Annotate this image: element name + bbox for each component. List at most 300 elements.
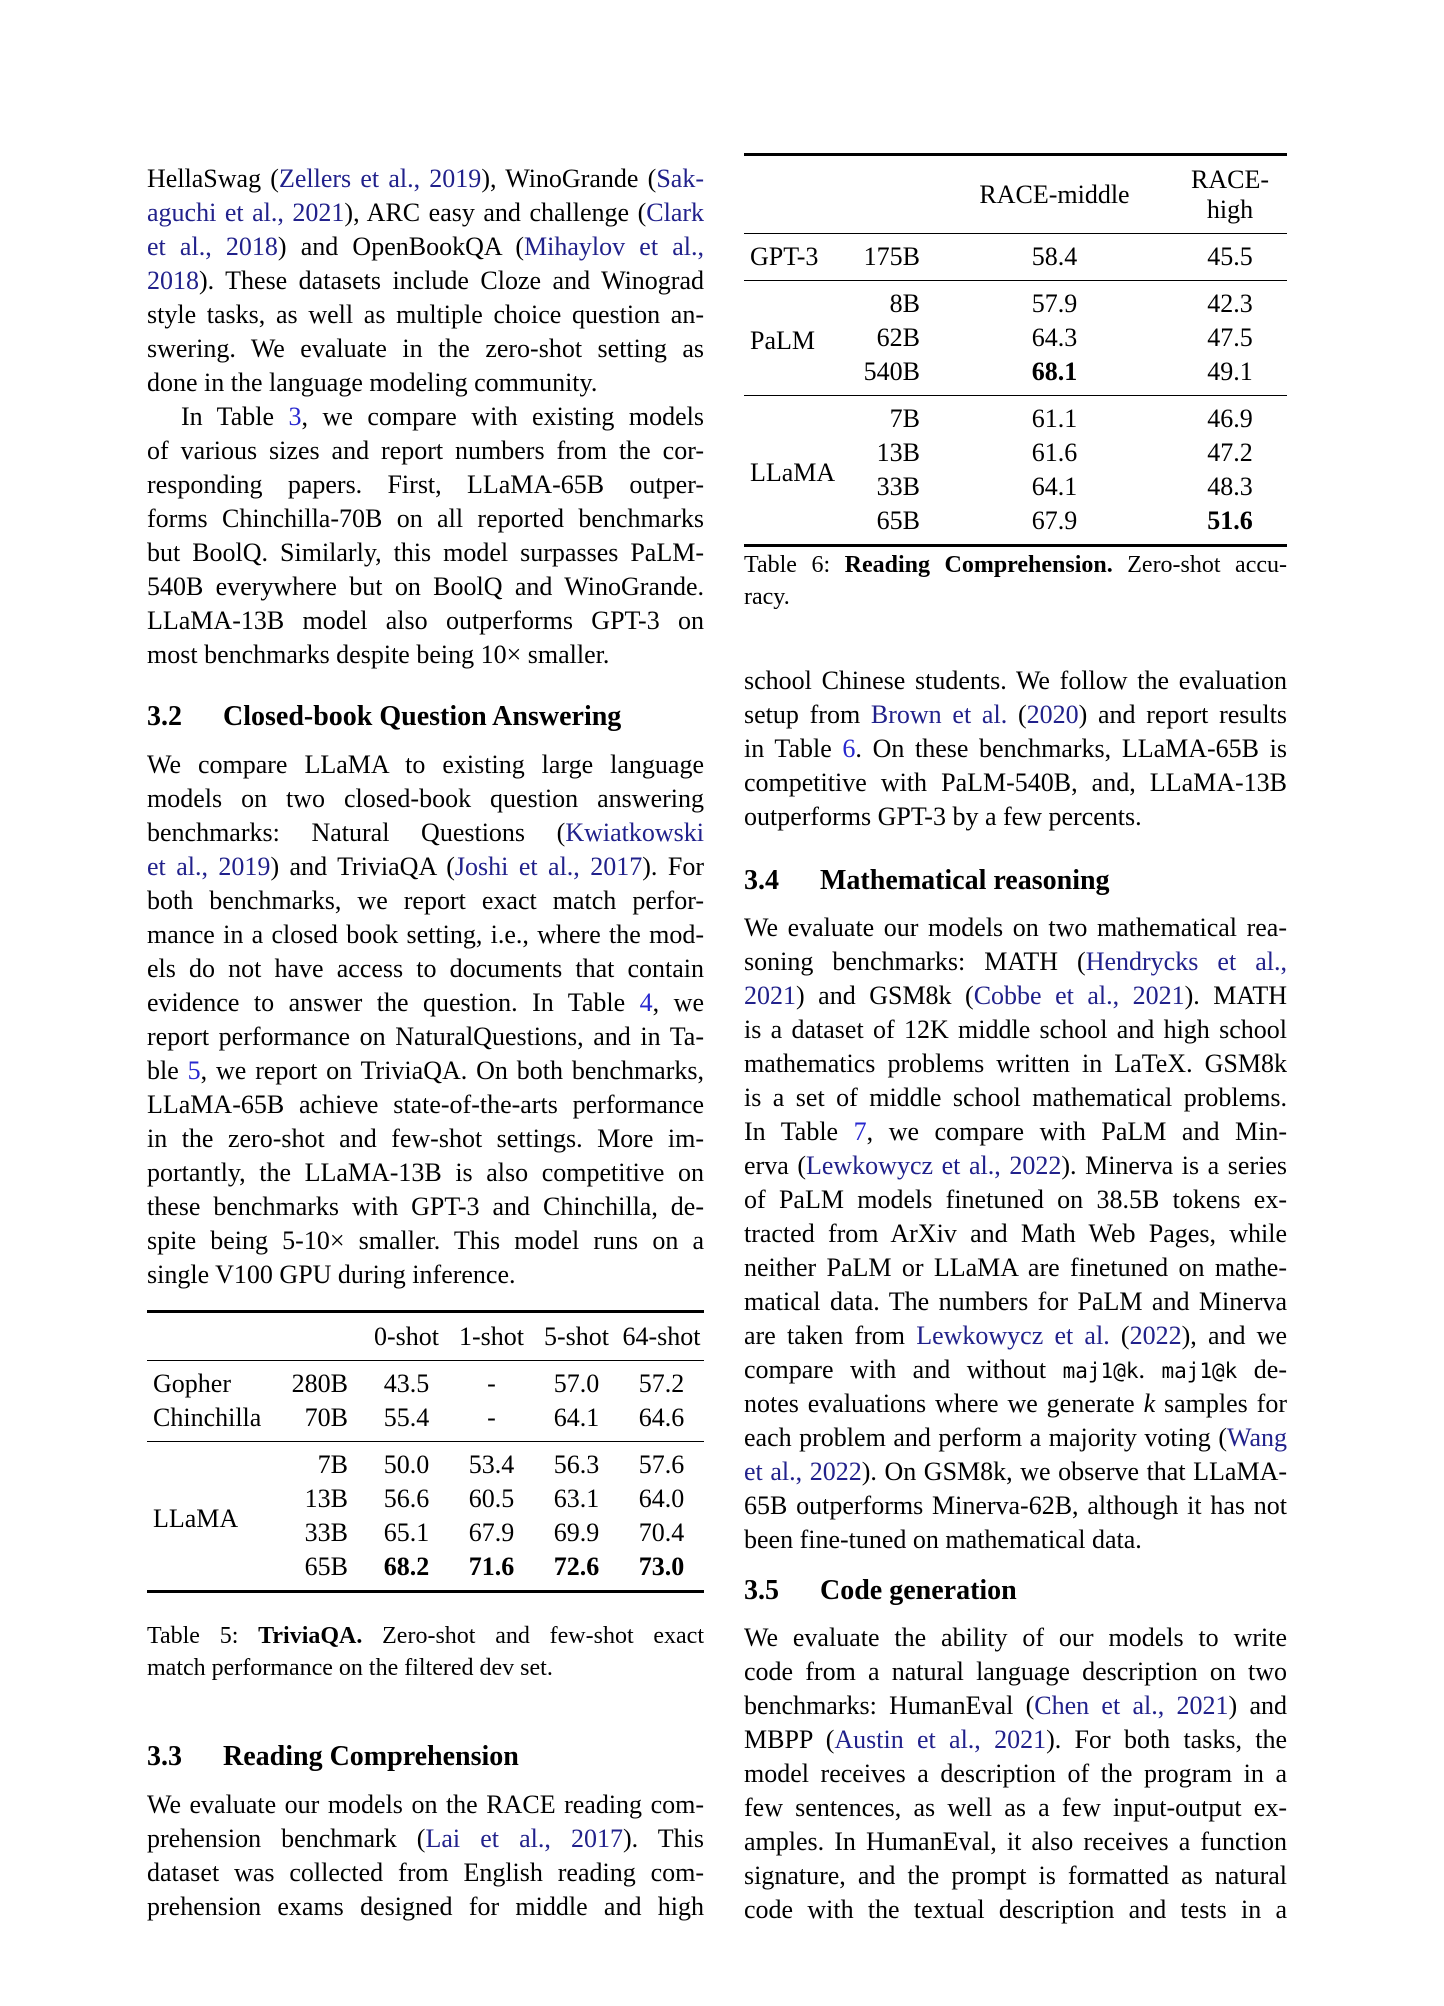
table-cell: 45.5 <box>1173 234 1287 281</box>
text-line <box>744 1523 1287 1557</box>
table-cell: 68.2 <box>383 1552 430 1581</box>
text-line <box>147 1856 704 1890</box>
table-cell: 47.2 <box>1207 438 1253 467</box>
table-cell: 65B <box>876 506 920 535</box>
text-segment: . On these benchmarks, LLaMA-65B is <box>855 734 1288 763</box>
cross-ref-link[interactable]: 6 <box>842 734 856 763</box>
section-heading-3-3 <box>147 1740 704 1774</box>
table-cell: 7B <box>854 396 936 437</box>
table-cell: 55.4 <box>383 1403 430 1432</box>
table5-header-row <box>147 1312 704 1361</box>
text-line <box>147 264 704 298</box>
text-segment: , we compare with PaLM and Min- <box>866 1117 1287 1146</box>
text-line <box>744 1387 1287 1421</box>
table-row <box>744 281 1287 322</box>
table-cell: 71.6 <box>468 1552 515 1581</box>
text-line <box>744 1655 1287 1689</box>
column-header: RACE-middle <box>979 180 1130 209</box>
text-line <box>147 1020 704 1054</box>
citation-link[interactable]: 2020 <box>1026 700 1079 729</box>
table-cell: 65.1 <box>383 1518 430 1547</box>
table-cell: Chinchilla <box>153 1403 262 1432</box>
paragraph-race-intro <box>147 1788 704 1924</box>
citation-link[interactable]: Clark <box>646 198 705 227</box>
text-line <box>744 911 1287 945</box>
text-segment: We evaluate our models on the RACE reading com- <box>147 1790 704 1819</box>
text-segment: ). Minerva is a series <box>1061 1151 1287 1180</box>
text-line <box>147 298 704 332</box>
text-line <box>147 986 704 1020</box>
text-segment: ), WinoGrande ( <box>481 164 657 193</box>
text-segment: match performance on the filtered dev set. <box>147 1655 553 1681</box>
table-cell: 50.0 <box>364 1442 449 1483</box>
table-row <box>744 396 1287 437</box>
text-segment: We evaluate our models on two mathematical rea- <box>744 913 1287 942</box>
text-line <box>147 1122 704 1156</box>
text-line <box>147 1224 704 1258</box>
table-cell <box>744 155 854 234</box>
section-number: 3.2 <box>147 701 182 732</box>
text-segment: each problem and perform a majority voting ( <box>744 1423 1227 1452</box>
text-segment: In Table <box>181 402 289 431</box>
text-segment: mance in a closed book setting, i.e., where the mod- <box>147 920 704 949</box>
triviaqa-results-table <box>147 1310 704 1593</box>
table-cell: 72.6 <box>553 1552 600 1581</box>
text-line <box>147 1652 704 1684</box>
text-line <box>744 1285 1287 1319</box>
citation-link[interactable]: Sak- <box>656 164 704 193</box>
table-cell: 33B <box>876 472 920 501</box>
text-segment: these benchmarks with GPT-3 and Chinchilla, de- <box>147 1192 704 1221</box>
column-header: 0-shot <box>374 1322 439 1351</box>
table-cell: - <box>487 1403 496 1432</box>
text-line <box>744 1825 1287 1859</box>
text-line <box>147 570 704 604</box>
table-cell: 69.9 <box>553 1518 600 1547</box>
text-line <box>744 1353 1287 1387</box>
text-segment: ). This <box>622 1824 704 1853</box>
text-segment: done in the language modeling community. <box>147 368 598 397</box>
text-line <box>744 732 1287 766</box>
table6-group-palm <box>744 281 1287 396</box>
paragraph-code-generation <box>744 1621 1287 1927</box>
text-line <box>147 952 704 986</box>
table-cell: 58.4 <box>936 234 1173 281</box>
citation-link[interactable]: 2018 <box>147 266 199 295</box>
text-line <box>147 536 704 570</box>
text-segment: benchmarks: Natural Questions ( <box>147 818 566 847</box>
text-line <box>147 1620 704 1652</box>
text-segment: ) and TriviaQA ( <box>270 852 455 881</box>
citation-link[interactable]: 2021 <box>744 981 796 1010</box>
text-segment: , we report on TriviaQA. On both benchmarks, <box>200 1056 704 1085</box>
right-column <box>744 0 1287 2006</box>
text-segment: We compare LLaMA to existing large language <box>147 750 704 779</box>
citation-link[interactable]: Brown et al. <box>870 700 1008 729</box>
table5-container <box>147 1310 704 1593</box>
cross-ref-link[interactable]: 4 <box>639 988 653 1017</box>
text-segment: notes evaluations where we generate <box>744 1389 1144 1418</box>
text-line <box>147 230 704 264</box>
table-cell: 43.5 <box>364 1361 449 1402</box>
table-cell: 540B <box>863 357 920 386</box>
text-segment: compare with and without <box>744 1355 1063 1384</box>
text-segment: els do not have access to documents that contain <box>147 954 704 983</box>
table-cell: 46.9 <box>1173 396 1287 437</box>
text-line <box>147 162 704 196</box>
table-cell: 70.4 <box>638 1518 685 1547</box>
table-cell: 13B <box>304 1484 348 1513</box>
text-segment: is a dataset of 12K middle school and high school <box>744 1015 1287 1044</box>
table-cell: 70B <box>304 1403 348 1432</box>
text-line <box>744 1217 1287 1251</box>
text-segment: amples. In HumanEval, it also receives a function <box>744 1827 1287 1856</box>
text-segment: setup from <box>744 700 871 729</box>
text-segment: models on two closed-book question answering <box>147 784 704 813</box>
table-cell: 56.6 <box>383 1484 430 1513</box>
citation-link[interactable]: et al., 2022 <box>744 1457 862 1486</box>
table-cell: 65B <box>304 1552 348 1581</box>
text-segment: single V100 GPU during inference. <box>147 1260 516 1289</box>
table-cell: 61.1 <box>936 396 1173 437</box>
text-segment: style tasks, as well as multiple choice question an- <box>147 300 704 329</box>
paragraph-benchmarks <box>147 162 704 400</box>
text-line <box>744 698 1287 732</box>
text-line <box>744 1421 1287 1455</box>
text-segment: most benchmarks despite being 10× smaller. <box>147 640 610 669</box>
table-cell: 57.6 <box>619 1442 704 1483</box>
text-segment: been fine-tuned on mathematical data. <box>744 1525 1142 1554</box>
table6-group-llama <box>744 396 1287 546</box>
table5-group-baselines <box>147 1361 704 1442</box>
text-line <box>147 502 704 536</box>
citation-link[interactable]: Cobbe et al., 2021 <box>973 981 1185 1010</box>
table-cell: 63.1 <box>553 1484 600 1513</box>
citation-link[interactable]: Chen et al., 2021 <box>1034 1691 1229 1720</box>
table6-group-gpt3 <box>744 234 1287 281</box>
table5-group-llama <box>147 1442 704 1592</box>
text-line <box>744 979 1287 1013</box>
citation-link[interactable]: 2022 <box>1129 1321 1182 1350</box>
text-segment: school Chinese students. We follow the evaluation <box>744 666 1287 695</box>
text-segment: ). These datasets include Cloze and Winograd <box>199 266 704 295</box>
table-cell: 51.6 <box>1207 506 1253 535</box>
cross-ref-link[interactable]: 7 <box>853 1117 867 1146</box>
column-header: 64-shot <box>622 1322 701 1351</box>
section-number: 3.3 <box>147 1741 182 1772</box>
citation-link[interactable]: et al., 2019 <box>147 852 271 881</box>
table-cell: 62B <box>876 323 920 352</box>
text-line <box>744 1723 1287 1757</box>
text-segment: outperforms GPT-3 by a few percents. <box>744 802 1142 831</box>
table-row <box>147 1442 704 1483</box>
text-line <box>147 1088 704 1122</box>
table-cell: 64.1 <box>553 1403 600 1432</box>
text-segment: Reading Comprehension. <box>844 552 1113 578</box>
table-cell: GPT-3 <box>744 234 854 281</box>
table-row <box>147 1401 704 1442</box>
text-segment: evidence to answer the question. In Table <box>147 988 640 1017</box>
text-line <box>147 468 704 502</box>
text-segment: k <box>1143 1389 1156 1418</box>
text-segment: both benchmarks, we report exact match perfor- <box>147 886 704 915</box>
text-line <box>147 884 704 918</box>
table-cell: 280B <box>279 1361 364 1402</box>
text-segment: few sentences, as well as a few input-output ex- <box>744 1793 1287 1822</box>
table-cell: 60.5 <box>468 1484 515 1513</box>
text-segment: erva ( <box>744 1151 806 1180</box>
text-segment: model receives a description of the program in a <box>744 1759 1287 1788</box>
text-line <box>147 918 704 952</box>
left-column <box>147 0 704 2006</box>
table-cell: 13B <box>876 438 920 467</box>
text-line <box>744 1251 1287 1285</box>
column-header: RACE-high <box>1191 165 1269 224</box>
text-segment: ( <box>1109 1321 1130 1350</box>
table-cell: 7B <box>279 1442 364 1483</box>
text-segment: in Table <box>744 734 843 763</box>
table-cell: 67.9 <box>1031 506 1078 535</box>
table-cell: 57.0 <box>534 1361 619 1402</box>
text-line <box>147 196 704 230</box>
text-line <box>744 1149 1287 1183</box>
text-segment: de- <box>1237 1355 1288 1384</box>
table6-caption <box>744 549 1287 613</box>
table-row <box>147 1361 704 1402</box>
table-cell: 57.2 <box>619 1361 704 1402</box>
text-line <box>147 816 704 850</box>
text-line <box>744 1489 1287 1523</box>
text-segment: racy. <box>744 584 790 610</box>
citation-link[interactable]: Lewkowycz et al. <box>916 1321 1110 1350</box>
text-segment: responding papers. First, LLaMA-65B outper- <box>147 470 704 499</box>
citation-link[interactable]: Lewkowycz et al., 2022 <box>805 1151 1062 1180</box>
text-line <box>147 782 704 816</box>
text-line <box>147 850 704 884</box>
table-cell <box>147 1312 279 1361</box>
table6-container <box>744 153 1287 547</box>
text-segment: In Table <box>744 1117 854 1146</box>
text-line <box>147 1822 704 1856</box>
text-segment: ) and OpenBookQA ( <box>277 232 525 261</box>
text-segment: HellaSwag ( <box>147 164 279 193</box>
paragraph-race-results <box>744 664 1287 834</box>
section-heading-3-4 <box>744 864 1287 898</box>
table-cell: 68.1 <box>1031 357 1078 386</box>
table-cell: 61.6 <box>1031 438 1078 467</box>
paragraph-closed-book-qa <box>147 748 704 1292</box>
table-cell: LLaMA <box>147 1442 279 1592</box>
citation-link[interactable]: Mihaylov et al., <box>524 232 705 261</box>
text-line <box>744 1319 1287 1353</box>
column-header: 5-shot <box>544 1322 609 1351</box>
text-line <box>147 332 704 366</box>
paragraph-math-reasoning <box>744 911 1287 1557</box>
text-line <box>147 400 704 434</box>
section-title: Mathematical reasoning <box>820 865 1110 896</box>
table-cell: 64.6 <box>638 1403 685 1432</box>
table-row <box>744 234 1287 281</box>
text-segment: ). MATH <box>1184 981 1287 1010</box>
text-segment: forms Chinchilla-70B on all reported benchmarks <box>147 504 704 533</box>
section-title: Closed-book Question Answering <box>223 701 622 732</box>
text-segment: maj1@k <box>1161 1359 1238 1383</box>
citation-link[interactable]: et al., 2018 <box>147 232 278 261</box>
text-segment: ) and <box>1228 1691 1287 1720</box>
text-segment: of various sizes and report numbers from the cor- <box>147 436 704 465</box>
text-segment: ) and GSM8k ( <box>796 981 974 1010</box>
text-line <box>147 1156 704 1190</box>
text-segment: code with the textual description and tests in a <box>744 1895 1287 1924</box>
table-cell: LLaMA <box>744 396 854 546</box>
text-segment: ), and we <box>1181 1321 1287 1350</box>
text-segment: is a set of middle school mathematical problems. <box>744 1083 1287 1112</box>
text-segment: prehension benchmark ( <box>147 1824 426 1853</box>
table-cell: PaLM <box>744 281 854 396</box>
table-cell <box>854 155 936 234</box>
table-cell: 64.0 <box>638 1484 685 1513</box>
text-line <box>744 1455 1287 1489</box>
text-segment: benchmarks: HumanEval ( <box>744 1691 1035 1720</box>
text-line <box>147 748 704 782</box>
table-cell: 53.4 <box>449 1442 534 1483</box>
text-segment: LLaMA-65B achieve state-of-the-arts performance <box>147 1090 704 1119</box>
text-segment: ( <box>1007 700 1027 729</box>
table-cell: 64.3 <box>1031 323 1078 352</box>
text-line <box>744 664 1287 698</box>
text-segment: competitive with PaLM-540B, and, LLaMA-13B <box>744 768 1287 797</box>
citation-link[interactable]: Austin et al., 2021 <box>834 1725 1047 1754</box>
table6-header-row <box>744 155 1287 234</box>
text-segment: matical data. The numbers for PaLM and Minerva <box>744 1287 1287 1316</box>
text-segment: of PaLM models finetuned on 38.5B tokens ex- <box>744 1185 1287 1214</box>
table-cell: 56.3 <box>534 1442 619 1483</box>
text-segment: prehension exams designed for middle and high <box>147 1892 704 1921</box>
text-segment: are taken from <box>744 1321 917 1350</box>
text-line <box>744 1757 1287 1791</box>
text-line <box>147 638 704 672</box>
section-number: 3.4 <box>744 865 779 896</box>
text-line <box>147 1190 704 1224</box>
text-line <box>147 604 704 638</box>
text-segment: code from a natural language description on two <box>744 1657 1287 1686</box>
text-segment: swering. We evaluate in the zero-shot setting as <box>147 334 704 363</box>
text-line <box>147 1054 704 1088</box>
text-segment: but BoolQ. Similarly, this model surpasses PaLM- <box>147 538 704 567</box>
cross-ref-link[interactable]: 5 <box>187 1056 201 1085</box>
table-cell: Gopher <box>147 1361 279 1402</box>
text-line <box>147 1258 704 1292</box>
text-segment: neither PaLM or LLaMA are finetuned on mathe- <box>744 1253 1287 1282</box>
text-line <box>744 1183 1287 1217</box>
text-segment: We evaluate the ability of our models to write <box>744 1623 1287 1652</box>
reading-comprehension-results-table <box>744 153 1287 547</box>
text-segment: ). For <box>642 852 704 881</box>
paragraph-table3-comparison <box>147 400 704 672</box>
column-header: 1-shot <box>459 1322 524 1351</box>
table-cell: - <box>449 1361 534 1402</box>
text-segment: dataset was collected from English reading com- <box>147 1858 704 1887</box>
text-segment: Zero-shot accu- <box>1112 552 1288 578</box>
text-segment: ) and report results <box>1078 700 1287 729</box>
table-cell: 64.1 <box>1031 472 1078 501</box>
table-cell: 67.9 <box>468 1518 515 1547</box>
text-line <box>744 1893 1287 1927</box>
table-cell: 47.5 <box>1207 323 1253 352</box>
text-segment: Table 6: <box>744 552 845 578</box>
citation-link[interactable]: Wang <box>1227 1423 1287 1452</box>
table-cell: 73.0 <box>638 1552 685 1581</box>
table-cell <box>279 1312 364 1361</box>
text-segment: in the zero-shot and few-shot settings. More im- <box>147 1124 704 1153</box>
section-title: Reading Comprehension <box>223 1741 519 1772</box>
section-heading-3-5 <box>744 1574 1287 1608</box>
text-line <box>744 1081 1287 1115</box>
text-segment: ). On GSM8k, we observe that LLaMA- <box>861 1457 1288 1486</box>
table-cell: 42.3 <box>1173 281 1287 322</box>
text-segment: MBPP ( <box>744 1725 835 1754</box>
text-segment: , we <box>652 988 704 1017</box>
text-segment: Table 5: <box>147 1623 259 1649</box>
text-line <box>744 1621 1287 1655</box>
text-segment: , we compare with existing models <box>301 402 704 431</box>
citation-link[interactable]: Kwiatkowski <box>565 818 704 847</box>
text-line <box>744 766 1287 800</box>
citation-link[interactable]: Zellers et al., 2019 <box>278 164 482 193</box>
table-cell: 48.3 <box>1207 472 1253 501</box>
text-segment: portantly, the LLaMA-13B is also competitive on <box>147 1158 704 1187</box>
text-segment: LLaMA-13B model also outperforms GPT-3 on <box>147 606 704 635</box>
section-title: Code generation <box>820 1575 1017 1606</box>
text-segment: mathematics problems written in LaTeX. GSM8k <box>744 1049 1287 1078</box>
table-cell: 57.9 <box>936 281 1173 322</box>
cross-ref-link[interactable]: 3 <box>288 402 302 431</box>
text-segment: report performance on NaturalQuestions, and in Ta- <box>147 1022 704 1051</box>
table-cell: 175B <box>854 234 936 281</box>
citation-link[interactable]: Lai et al., 2017 <box>425 1824 623 1853</box>
citation-link[interactable]: aguchi et al., 2021 <box>147 198 345 227</box>
text-segment: ). For both tasks, the <box>1046 1725 1287 1754</box>
text-line <box>744 549 1287 581</box>
text-segment: spite being 5-10× smaller. This model runs on a <box>147 1226 704 1255</box>
table-cell: 33B <box>304 1518 348 1547</box>
table5-caption <box>147 1620 704 1684</box>
citation-link[interactable]: Hendrycks et al., <box>1085 947 1287 976</box>
text-line <box>147 434 704 468</box>
text-segment: tracted from ArXiv and Math Web Pages, while <box>744 1219 1287 1248</box>
text-line <box>744 581 1287 613</box>
text-segment: ble <box>147 1056 188 1085</box>
section-number: 3.5 <box>744 1575 779 1606</box>
text-segment: maj1@k <box>1062 1359 1139 1383</box>
text-segment: Zero-shot and few-shot exact <box>362 1623 704 1649</box>
text-segment: 540B everywhere but on BoolQ and WinoGrande. <box>147 572 704 601</box>
text-line <box>744 1859 1287 1893</box>
text-segment: samples for <box>1155 1389 1287 1418</box>
text-line <box>744 1047 1287 1081</box>
text-line <box>744 1013 1287 1047</box>
text-line <box>147 1890 704 1924</box>
text-line <box>744 800 1287 834</box>
citation-link[interactable]: Joshi et al., 2017 <box>454 852 643 881</box>
text-line <box>744 1791 1287 1825</box>
section-heading-3-2 <box>147 700 704 734</box>
text-segment: soning benchmarks: MATH ( <box>744 947 1086 976</box>
text-line <box>744 1115 1287 1149</box>
text-line <box>147 1788 704 1822</box>
text-segment: . <box>1138 1355 1162 1384</box>
text-line <box>744 945 1287 979</box>
